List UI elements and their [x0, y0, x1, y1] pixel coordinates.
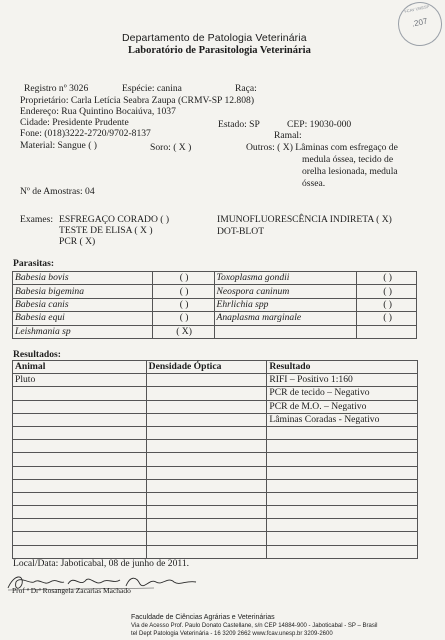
parasita-row: [13, 298, 417, 311]
parasitas-label: Parasitas:: [13, 258, 55, 269]
outros-field-line3: orelha lesionada, medula: [302, 166, 398, 177]
parasita-mark: ( ): [357, 298, 417, 311]
table-cell: [146, 506, 267, 519]
table-cell: RIFI – Positivo 1:160: [267, 374, 418, 387]
proprietario-field: Proprietário: Carla Letícia Seabra Zaupa (CRMV-SP 12.808): [20, 95, 255, 106]
table-cell: [267, 479, 418, 492]
parasita-row: [13, 312, 417, 325]
table-cell: [267, 532, 418, 545]
table-cell: [146, 466, 267, 479]
outros-field-line4: óssea.: [302, 178, 326, 189]
laboratory-title: Laboratório de Parasitologia Veterinária: [128, 45, 311, 56]
table-cell: [267, 426, 418, 439]
cidade-field: Cidade: Presidente Prudente: [20, 117, 129, 128]
table-cell: [146, 400, 267, 413]
stamp-arc-text: FCAV UNESP: [403, 3, 430, 14]
local-data: Local/Data: Jaboticabal, 08 de junho de 2011.: [13, 558, 190, 569]
table-cell: [267, 519, 418, 532]
table-row: [13, 492, 418, 505]
parasita-row: [13, 272, 417, 285]
parasita-mark: ( X): [152, 325, 214, 338]
table-cell: [13, 400, 147, 413]
exame-dotblot: DOT-BLOT: [217, 226, 265, 237]
table-cell: [13, 506, 147, 519]
table-cell: [267, 453, 418, 466]
table-cell: [13, 440, 147, 453]
table-cell: [267, 466, 418, 479]
table-cell: PCR de tecido – Negativo: [267, 387, 418, 400]
table-cell: [146, 413, 267, 426]
signer-name: Prof ª Drª Rosangela Zacarias Machado: [12, 586, 131, 595]
address-line3: tel Dept Patologia Veterinária - 16 3209 2662 www.fcav.unesp.br 3209-2600: [131, 631, 333, 637]
column-header: Animal: [13, 361, 147, 374]
table-row: [13, 466, 418, 479]
resultados-table: [12, 360, 418, 559]
parasita-name: Anaplasma marginale: [214, 312, 357, 325]
parasita-mark: ( ): [152, 285, 214, 298]
raca-field: Raça:: [235, 83, 257, 94]
table-cell: [13, 426, 147, 439]
parasita-mark: ( ): [152, 272, 214, 285]
column-header: Densidade Óptica: [146, 361, 267, 374]
table-row: [13, 506, 418, 519]
parasita-mark: [357, 325, 417, 338]
table-cell: [13, 479, 147, 492]
lab-stamp: [394, 0, 445, 50]
table-cell: [267, 492, 418, 505]
exame-pcr: PCR ( X): [59, 236, 96, 247]
exame-ifi: IMUNOFLUORESCÊNCIA INDIRETA ( X): [217, 214, 392, 225]
parasita-name: [214, 325, 357, 338]
table-cell: [146, 519, 267, 532]
table-cell: [267, 440, 418, 453]
table-row: [13, 453, 418, 466]
table-cell: [267, 545, 418, 558]
table-cell: [13, 453, 147, 466]
outros-field-line1: Outros: ( X) Lâminas com esfregaço de: [246, 142, 398, 153]
table-row: [13, 532, 418, 545]
table-cell: [146, 387, 267, 400]
soro-field: Soro: ( X ): [150, 142, 192, 153]
parasita-mark: ( ): [357, 272, 417, 285]
table-row: [13, 387, 418, 400]
table-row: [13, 413, 418, 426]
resultados-header-row: [13, 361, 418, 374]
table-cell: [267, 506, 418, 519]
table-cell: [13, 466, 147, 479]
exames-label: Exames:: [20, 214, 54, 225]
especie-field: Espécie: canina: [122, 83, 182, 94]
table-cell: [146, 532, 267, 545]
address-line2: Via de Acesso Prof. Paulo Donato Castellane, s/n CEP 14884-900 - Jaboticabal - SP – Brasil: [131, 623, 378, 629]
column-header: Resultado: [267, 361, 418, 374]
exame-esfregaco: ESFREGAÇO CORADO ( ): [59, 214, 170, 225]
parasita-name: Babesia bigemina: [13, 285, 153, 298]
parasita-name: Neospora caninum: [214, 285, 357, 298]
table-cell: [146, 440, 267, 453]
table-cell: PCR de M.O. – Negativo: [267, 400, 418, 413]
outros-field-line2: medula óssea, tecido de: [302, 154, 394, 165]
parasita-mark: ( ): [357, 312, 417, 325]
ramal-field: Ramal:: [274, 130, 302, 141]
table-cell: [13, 519, 147, 532]
parasita-name: Ehrlichia spp: [214, 298, 357, 311]
parasitas-table: [12, 271, 417, 339]
parasita-name: Babesia equi: [13, 312, 153, 325]
table-row: [13, 426, 418, 439]
table-row: [13, 440, 418, 453]
amostras-field: Nº de Amostras: 04: [20, 186, 95, 197]
stamp-number: .207: [411, 16, 429, 29]
address-line1: Faculdade de Ciências Agrárias e Veterinárias: [131, 614, 275, 621]
table-cell: Pluto: [13, 374, 147, 387]
table-cell: [146, 453, 267, 466]
table-cell: [146, 545, 267, 558]
table-row: [13, 519, 418, 532]
parasita-name: Babesia canis: [13, 298, 153, 311]
fone-field: Fone: (018)3222-2720/9702-8137: [20, 128, 151, 139]
parasita-mark: ( ): [357, 285, 417, 298]
registro-field: Registro nº 3026: [24, 83, 89, 94]
table-cell: [146, 492, 267, 505]
table-cell: [13, 387, 147, 400]
parasita-name: Babesia bovis: [13, 272, 153, 285]
department-title: Departamento de Patologia Veterinária: [122, 32, 307, 44]
table-row: [13, 479, 418, 492]
exame-elisa: TESTE DE ELISA ( X ): [59, 225, 153, 236]
endereco-field: Endereço: Rua Quintino Bocaiúva, 1037: [20, 106, 176, 117]
table-cell: [146, 426, 267, 439]
parasita-row: [13, 285, 417, 298]
parasita-row: [13, 325, 417, 338]
table-cell: [13, 545, 147, 558]
table-cell: [13, 413, 147, 426]
table-cell: [13, 532, 147, 545]
parasita-name: Toxoplasma gondii: [214, 272, 357, 285]
table-cell: [13, 492, 147, 505]
parasita-mark: ( ): [152, 312, 214, 325]
table-row: [13, 545, 418, 558]
estado-field: Estado: SP: [218, 119, 260, 130]
parasita-name: Leishmania sp: [13, 325, 153, 338]
parasita-mark: ( ): [152, 298, 214, 311]
cep-field: CEP: 19030-000: [287, 119, 352, 130]
table-cell: [146, 479, 267, 492]
material-field: Material: Sangue ( ): [20, 140, 97, 151]
table-cell: Lâminas Coradas - Negativo: [267, 413, 418, 426]
resultados-label: Resultados:: [13, 349, 61, 360]
table-row: [13, 400, 418, 413]
table-row: [13, 374, 418, 387]
table-cell: [146, 374, 267, 387]
